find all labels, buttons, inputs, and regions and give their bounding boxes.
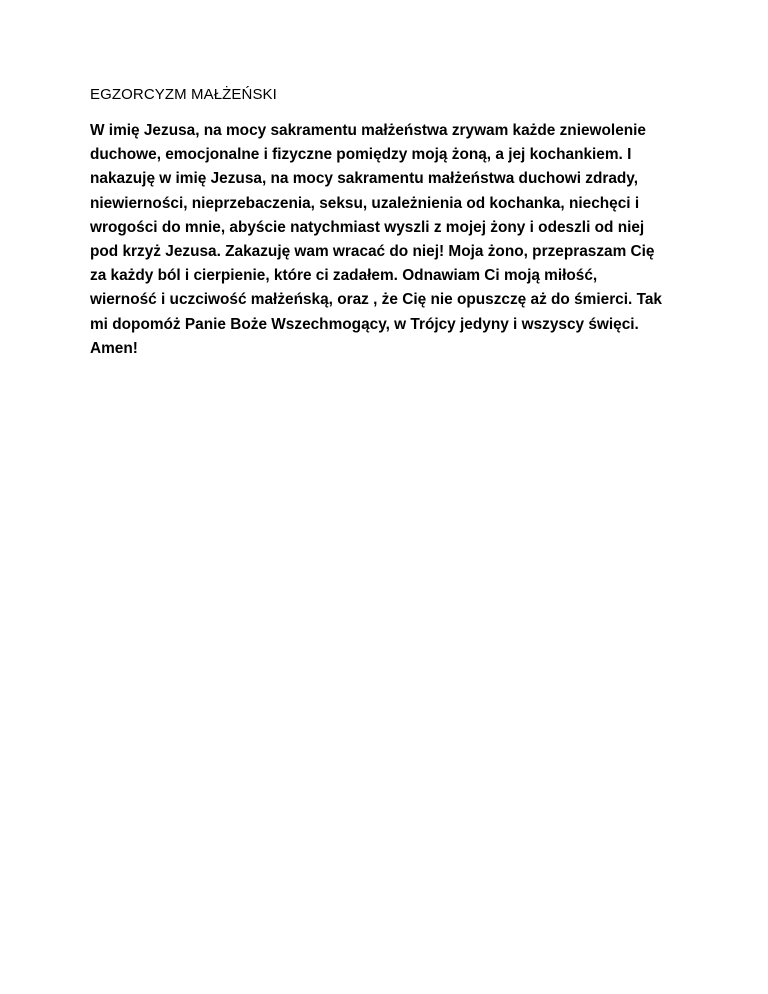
paragraph-line: mi dopomóż Panie Boże Wszechmogący, w Trójcy jedyny i wszyscy święci. (90, 315, 639, 333)
paragraph-line: za każdy ból i cierpienie, które ci zadałem. Odnawiam Ci moją miłość, (90, 267, 598, 285)
paragraph-line: niewierności, nieprzebaczenia, seksu, uzależnienia od kochanka, niechęci i (90, 194, 640, 212)
paragraph-line: wierność i uczciwość małżeńską, oraz , że Cię nie opuszczę aż do śmierci. Tak (90, 291, 662, 309)
paragraph-line: duchowe, emocjonalne i fizyczne pomiędzy moją żoną, a jej kochankiem. I (90, 146, 632, 164)
paragraph-line: pod krzyż Jezusa. Zakazuję wam wracać do niej! Moja żono, przepraszam Cię (90, 243, 655, 261)
document-title: EGZORCYZM MAŁŻEŃSKI (90, 86, 277, 103)
paragraph-line: wrogości do mnie, abyście natychmiast wyszli z mojej żony i odeszli od niej (90, 218, 645, 236)
document-paragraph (90, 119, 690, 361)
paragraph-line: nakazuję w imię Jezusa, na mocy sakramentu małżeństwa duchowi zdrady, (90, 170, 638, 188)
paragraph-line: Amen! (90, 339, 138, 357)
paragraph-line: W imię Jezusa, na mocy sakramentu małżeństwa zrywam każde zniewolenie (90, 122, 646, 139)
